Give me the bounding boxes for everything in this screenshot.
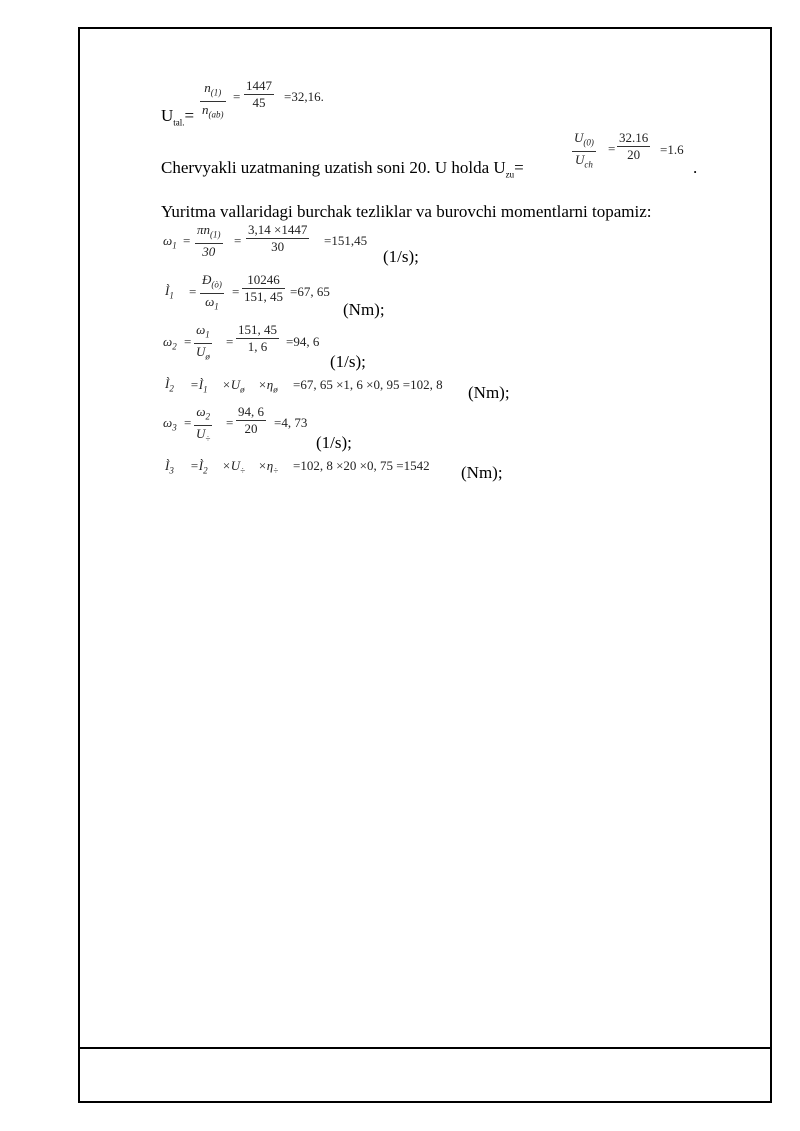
omega1-lhs: $\omega_1$ (163, 233, 177, 251)
moment1-result: =67, 65 (290, 284, 330, 299)
omega1-eq2: = (234, 233, 242, 248)
moment1-fraction-symbolic: $\frac{Ð_{(ò)}}{\omega_1}$ (202, 272, 222, 312)
u-tal-result: =32,16. (284, 89, 324, 104)
moment1-unit: (Nm); (343, 300, 385, 319)
moment1-lhs: $Ì_1$ (165, 283, 174, 301)
moment1-fraction-numeric: $\frac{10246}{151, 45}$ (244, 272, 283, 304)
moment3-rhs: $=Ì_2$ (190, 458, 208, 476)
omega1-result: =151,45 (324, 233, 368, 248)
omega3-fraction-numeric: $\frac{94, 6}{20}$ (238, 404, 264, 436)
moment1-eq: = (189, 284, 197, 299)
u-tal-fraction-numeric: $\frac{1447}{45}$ (246, 78, 272, 110)
omega2-fraction-numeric: $\frac{151, 45}{1, 6}$ (238, 322, 277, 354)
footer-divider (78, 1047, 772, 1049)
omega3-eq2: = (226, 415, 234, 430)
page-border (78, 27, 772, 1103)
moment2-lhs: $Ì_2$ (165, 376, 174, 394)
omega2-fraction-symbolic: $\frac{\omega_1}{U_ø}$ (196, 322, 210, 362)
u-zu-result: =1.6 (660, 142, 684, 157)
omega3-unit: (1/s); (316, 433, 352, 452)
u-tal-label: $U_{tal.}=$ (161, 106, 195, 128)
moment3-efficiency: $\times\eta_\div$ (258, 458, 279, 476)
omega2-eq2: = (226, 334, 234, 349)
moment3-result: =102, 8 ×20 ×0, 75 =1542 (293, 458, 430, 473)
u-zu-fraction-symbolic: $U_{(0)}$ $U_{ch}$ (574, 130, 594, 170)
moment3-ratio: $\times U_\div$ (222, 458, 246, 476)
omega3-lhs: $\omega_3$ (163, 415, 177, 433)
omega1-eq: = (183, 233, 191, 248)
omega1-unit: (1/s); (383, 247, 419, 266)
omega3-fraction-symbolic: $\frac{\omega_2}{U_\div}$ (196, 404, 211, 444)
section-heading: Yuritma vallaridagi burchak tezliklar va burovchi momentlarni topamiz: (161, 202, 652, 221)
omega1-fraction-numeric: $\frac{3,14 \times 1447}{30}$ (248, 222, 308, 254)
omega2-unit: (1/s); (330, 352, 366, 371)
u-tal-fraction-symbolic: $\frac{n_{(1)}}{n_{(ab)}}$ (202, 80, 224, 120)
moment2-result: =67, 65 ×1, 6 ×0, 95 =102, 8 (293, 377, 443, 392)
omega2-lhs: $\omega_2$ (163, 334, 177, 352)
moment2-efficiency: $\times\eta_ø$ (258, 377, 278, 395)
moment2-ratio: $\times U_ø$ (222, 377, 245, 395)
worm-gear-text: Chervyakli uzatmaning uzatish soni 20. U holda $U_{zu}=$ (161, 158, 524, 180)
u-zu-eq: = (608, 141, 616, 156)
moment3-unit: (Nm); (461, 463, 503, 482)
line2-period: . (693, 158, 698, 177)
omega3-result: =4, 73 (274, 415, 308, 430)
u-zu-fraction-numeric: $\frac{32.16}{20}$ (619, 130, 649, 162)
moment3-lhs: $Ì_3$ (165, 458, 174, 476)
omega2-result: =94, 6 (286, 334, 320, 349)
omega1-fraction-symbolic: $\frac{\pi n_{(1)}}{30}$ (197, 222, 221, 259)
moment2-unit: (Nm); (468, 383, 510, 402)
u-tal-eq: = (233, 89, 241, 104)
moment1-eq2: = (232, 284, 240, 299)
omega3-eq: = (184, 415, 192, 430)
omega2-eq: = (184, 334, 192, 349)
moment2-rhs: $=Ì_1$ (190, 377, 208, 395)
